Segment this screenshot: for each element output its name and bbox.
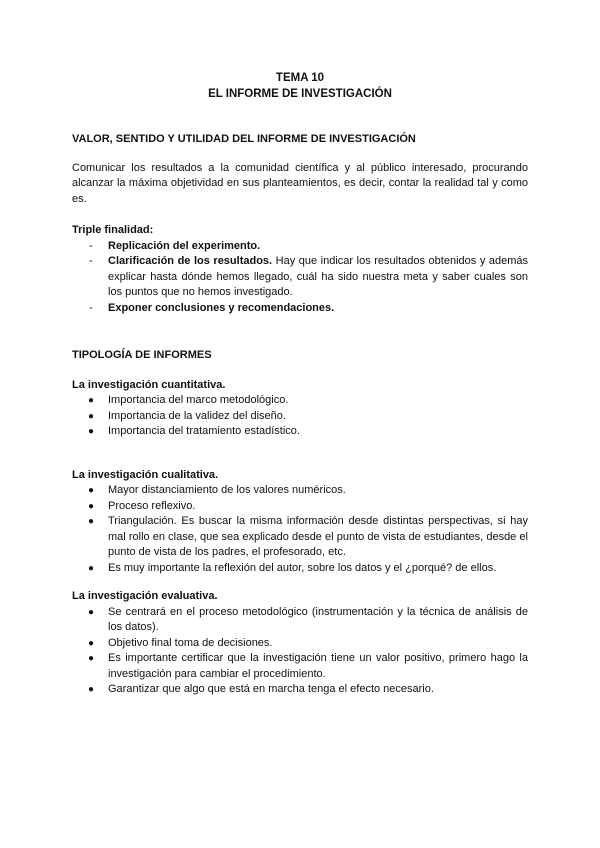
document-page: [72, 70, 528, 698]
dash-marker: -: [89, 301, 93, 314]
item-text: Importancia del tratamiento estadístico.: [108, 425, 300, 437]
title-line-2: EL INFORME DE INVESTIGACIÓN: [208, 88, 392, 100]
list-item: [72, 393, 528, 409]
item-bold: Clarificación de los resultados.: [108, 255, 273, 267]
dash-marker: -: [89, 239, 93, 252]
item-bold: Exponer conclusiones y recomendaciones.: [108, 301, 335, 314]
bullet-marker: ●: [88, 516, 95, 527]
bullet-marker: ●: [88, 395, 95, 406]
item-text: Es importante certificar que la investigación tiene un valor positivo, primero hago la investigación para cambiar el procedimiento.: [108, 652, 528, 680]
list-item: [72, 561, 528, 577]
list-item: [72, 514, 528, 561]
bullet-marker: ●: [88, 562, 95, 574]
bullet-marker: ●: [88, 410, 95, 422]
item-text: Proceso reflexivo.: [108, 499, 196, 512]
triple-finalidad-list: [72, 239, 528, 317]
item-text: Triangulación. Es buscar la misma información desde distintas perspectivas, si hay mal rollo en clase, que sea explicado desde el punto de vista de estudiantes, desde el punto de vista de los padres, el profesorado, etc.: [108, 515, 528, 558]
bullet-marker: ●: [88, 637, 95, 649]
item-text: Importancia del marco metodológico.: [108, 394, 289, 406]
list-item: [72, 483, 528, 499]
list-item: [72, 605, 528, 636]
cuantitativa-heading: La investigación cuantitativa.: [72, 378, 226, 391]
bullet-marker: ●: [88, 485, 95, 496]
list-item: [72, 682, 528, 698]
cualitativa-heading: La investigación cualitativa.: [72, 468, 219, 481]
item-text: Hay que indicar los resultados obtenidos y además explicar hasta dónde hemos llegado, cuál ha sido nuestra meta y saber cuales son los puntos que no hemos investigado.: [108, 255, 529, 298]
list-item: [72, 409, 528, 425]
item-text: Es muy importante la reflexión del autor, sobre los datos y el ¿porqué? de ellos.: [108, 561, 497, 574]
section-heading-valor: VALOR, SENTIDO Y UTILIDAD DEL INFORME DE INVESTIGACIÓN: [72, 133, 416, 145]
triple-finalidad-heading: Triple finalidad:: [72, 224, 154, 236]
item-text: Objetivo final toma de decisiones.: [108, 636, 273, 649]
item-text: Importancia de la validez del diseño.: [108, 409, 286, 422]
item-text: Garantizar que algo que está en marcha tenga el efecto necesario.: [108, 683, 434, 695]
item-text: Mayor distanciamiento de los valores numéricos.: [108, 484, 346, 496]
bullet-marker: ●: [88, 426, 95, 437]
bullet-marker: ●: [88, 500, 95, 512]
list-item: [72, 239, 528, 255]
bullet-marker: ●: [88, 653, 95, 664]
item-bold: Replicación del experimento.: [108, 239, 261, 252]
title-line-1: TEMA 10: [275, 72, 325, 84]
list-item: [72, 301, 528, 317]
item-text: Se centrará en el proceso metodológico (instrumentación y la técnica de análisis de los datos).: [108, 605, 528, 633]
intro-paragraph: Comunicar los resultados a la comunidad científica y al público interesado, procurando alcanzar la máxima objetividad en sus planteamientos, es decir, contar la realidad tal y como es.: [72, 161, 528, 205]
evaluativa-list: [72, 605, 528, 698]
section-heading-tipologia: TIPOLOGÍA DE INFORMES: [72, 349, 212, 361]
cuantitativa-list: [72, 393, 528, 440]
list-item: [72, 254, 528, 301]
list-item: [72, 499, 528, 515]
cualitativa-list: [72, 483, 528, 576]
list-item: [72, 636, 528, 652]
dash-marker: -: [89, 255, 93, 267]
evaluativa-heading: La investigación evaluativa.: [72, 590, 218, 602]
bullet-marker: ●: [88, 684, 95, 695]
list-item: [72, 651, 528, 682]
list-item: [72, 424, 528, 440]
bullet-marker: ●: [88, 606, 95, 618]
document-title: [72, 70, 528, 102]
